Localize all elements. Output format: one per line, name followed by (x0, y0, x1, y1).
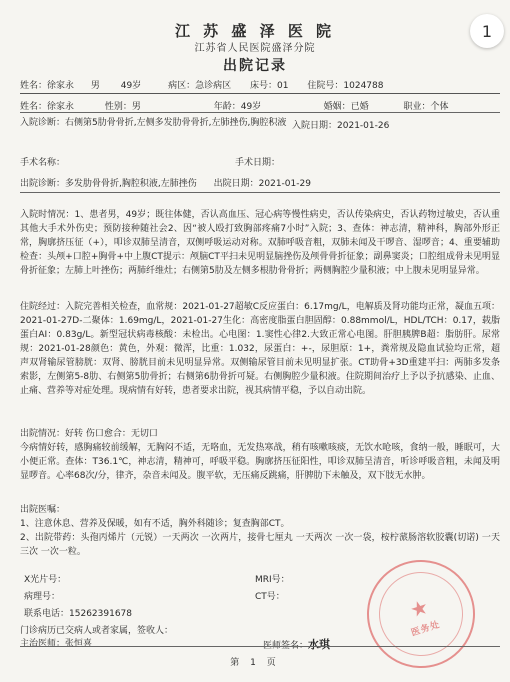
hospital-course: 住院经过：入院完善相关检查，血常规：2021-01-27超敏C反应蛋白：6.17mg/L，电解质及肾功能均正常，凝血五项：2021-01-27D-二聚体：1.69mg/L，2021-01-27生化：高密度脂蛋白胆固醇：0.88mmol/L，HDL/TCH：0.17，载脂蛋白AI：0.83g/L。新型冠状病毒核酸：未检出。心电图：1.窦性心律2.大致正常心电图。肝胆胰脾B超：脂肪肝。尿常规：2021-01-28颜色：黄色，外观：微浑，比重：1.032，尿蛋白：+-，尿胆原：1+，粪常规及隐血试验均正常，超声双肾输尿管膀胱：双肾、膀胱目前未见明显异常。双侧输尿管目前未见明显扩张。CT助骨+3D重建平扫：两肺多发条索影，左侧第5-8肋、右侧第5肋骨折；右侧第6肋骨折可疑。右侧胸腔少量积液。住院期间治疗上予以予抗感染、止血、止痛、营养等对症处理。现病情有好转，患者要求出院，视其病情平稳，予以自动出院。 (20, 302, 500, 396)
admission-diagnosis-text: 右侧第5肋骨骨折,左侧多发肋骨骨折,左肺挫伤,胸腔积液 (65, 118, 287, 128)
patient-name-label: 姓名： (20, 102, 48, 112)
doctor-signature-label: 医师签名： (263, 641, 309, 651)
header-name: 徐家永 (47, 81, 75, 91)
footer-divider (20, 646, 500, 647)
receipt-label: 门诊病历已交病人或者家属，签收人： (20, 626, 174, 636)
patient-job-label: 职业： (403, 102, 431, 112)
discharge-condition-label: 出院情况：好转 伤口愈合：无切口 (20, 429, 158, 439)
discharge-diagnosis: 多发肋骨骨折,胸腔积液,左肺挫伤 (65, 179, 197, 189)
ct-label: CT号： (255, 592, 285, 602)
divider-line (20, 192, 500, 193)
surgery-name-label: 手术名称： (20, 158, 66, 168)
discharge-diagnosis-row (20, 176, 311, 189)
pathology-number-row (24, 589, 60, 602)
patient-info-row (20, 99, 449, 112)
header-ward: 急诊病区 (195, 81, 232, 91)
header-admission-no: 1024788 (343, 81, 384, 91)
surgery-date-label: 手术日期： (235, 158, 281, 168)
receipt-row (20, 623, 173, 636)
patient-sex: 男 (131, 102, 141, 112)
phone-row (24, 606, 132, 619)
mri-number-row (255, 572, 290, 585)
header-name-label: 姓名： (20, 81, 48, 91)
discharge-orders-label: 出院医嘱： (20, 505, 66, 515)
patient-sex-label: 性别： (104, 102, 132, 112)
attending-row (20, 636, 92, 649)
patient-job: 个体 (430, 102, 449, 112)
surgery-date-row (235, 155, 280, 168)
discharge-date-label: 出院日期： (213, 179, 259, 189)
page-number-badge[interactable]: 1 (470, 14, 504, 48)
attending-label: 主治医师： (20, 639, 66, 649)
discharge-diagnosis-label: 出院诊断： (20, 179, 66, 189)
admission-condition: 入院时情况：1、患者男，49岁；既往体健，否认高血压、冠心病等慢性病史，否认传染病史，否认药物过敏史，否认重其他大手术外伤史；预防接种随社会2、因“被人殴打致胸部疼痛7小时”入院；3、查体：神志清，精神科，胸部外形正常，胸廓挤压征（+），叩诊双肺呈清音，双侧呼吸运动对称。双肺呼吸音粗，双肺未闻及干啰音、湿啰音；4、重要辅助检查：头颅+口腔+胸骨+中上腹CT提示：颅脑CT平扫未见明显脑挫伤及颅骨骨折征象；副鼻窦炎；口腔组成骨未见明显骨折征象；左肺上叶挫伤；两肺纤维灶；右侧第5肋及左侧多根肋骨骨折；两侧胸腔少量积液；中上腹未见明显异常。 (20, 210, 500, 276)
document-title: 出院记录 (223, 58, 287, 74)
pathology-label: 病理号： (24, 592, 61, 602)
attending-name: 张恒喜 (65, 639, 93, 649)
hospital-subname: 江苏省人民医院盛泽分院 (194, 43, 316, 54)
admission-diagnosis (20, 116, 290, 130)
admission-date: 2021-01-26 (337, 121, 390, 131)
patient-marital: 已婚 (350, 102, 369, 112)
header-age: 49岁 (120, 81, 142, 91)
patient-age: 49岁 (240, 102, 262, 112)
xray-number-row (24, 572, 66, 585)
doctor-signature-row (263, 636, 330, 652)
admission-date-label: 入院日期： (292, 121, 338, 131)
header-bed: 01 (277, 81, 289, 91)
patient-name: 徐家永 (47, 102, 75, 112)
stamp-text: 医务处 (410, 619, 442, 639)
discharge-condition: 今病情好转，感胸痛较前缓解，无胸闷不适，无咯血，无发热寒战，稍有咳嗽咳痰，无饮水呛咳，食纳一般，睡眠可，大小便正常。查体：T36.1℃，神志清，精神可，呼吸平稳。胸廓挤压征阳性，叩诊双肺呈清音，听诊呼吸音粗，未闻及明显啰音。心率68次/分，律齐，杂音未闻及。腹平软，无压痛反跳痛，肝脾肋下未触及，双下肢无水肿。 (20, 443, 500, 481)
mri-label: MRI号： (255, 575, 290, 585)
ct-number-row (255, 589, 285, 602)
header-admission-label: 住院号： (307, 81, 344, 91)
patient-marital-label: 婚姻： (323, 102, 351, 112)
header-sex: 男 (90, 81, 100, 91)
admission-diagnosis-label: 入院诊断： (20, 118, 66, 128)
doctor-signature: 水琪 (308, 638, 331, 651)
hospital-name: 江 苏 盛 泽 医 院 (174, 22, 336, 40)
header-bed-label: 床号： (250, 81, 278, 91)
discharge-date: 2021-01-29 (258, 179, 311, 189)
xray-label: X光片号： (24, 575, 67, 585)
header-row (20, 78, 500, 94)
page-number: 第 1 页 (230, 658, 280, 668)
surgery-name-row (20, 155, 65, 168)
discharge-order-1: 1、注意休息、营养及保暖，如有不适，胸外科随诊；复查胸部CT。 (20, 519, 290, 529)
admission-date-row (292, 118, 389, 131)
phone-number: 15262391678 (69, 609, 133, 619)
divider-line (20, 112, 500, 113)
patient-age-label: 年龄： (213, 102, 241, 112)
star-icon: ★ (406, 594, 432, 623)
phone-label: 联系电话： (24, 609, 70, 619)
discharge-order-2: 2、出院带药：头孢丙烯片（元锐）一天两次 一次两片，接骨七厘丸 一天两次 一次一袋，桉柠蒎肠溶软胶囊(切诺) 一天三次 一次一粒。 (20, 533, 500, 557)
header-ward-label: 病区： (168, 81, 196, 91)
